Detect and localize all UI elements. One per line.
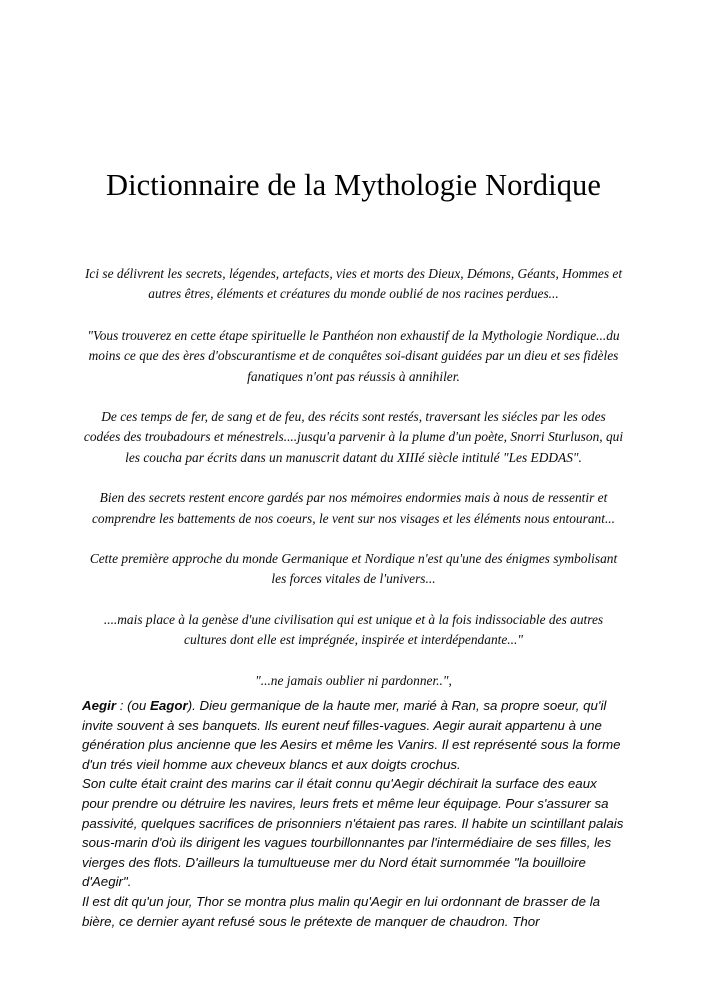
entry-headword-separator: : (ou [116, 698, 150, 713]
dictionary-entry-aegir [82, 696, 624, 931]
entry-alternate-headword: Eagor [150, 698, 188, 713]
preface-paragraph-2: "Vous trouverez en cette étape spirituelle le Panthéon non exhaustif de la Mythologie Nordique...du moins ce que des ères d'obscurantisme et de conquêtes soi-disant guidées par un dieu et ses fidèles fanatiques n'ont pas réussis à annihiler. [87, 327, 620, 384]
preface-paragraph-5: Cette première approche du monde Germanique et Nordique n'est qu'une des énigmes symbolisant les forces vitales de l'univers... [89, 551, 618, 587]
preface-paragraph-1: Ici se délivrent les secrets, légendes, artefacts, vies et morts des Dieux, Démons, Géants, Hommes et autres êtres, éléments et créatures du monde oublié de nos racines perdues... [84, 266, 623, 302]
preface-paragraph-6: ....mais place à la genèse d'une civilisation qui est unique et à la fois indissociable des autres cultures dont elle est imprégnée, inspirée et interdépendante..." [103, 611, 604, 648]
preface-block [83, 264, 624, 691]
preface-paragraph-4: Bien des secrets restent encore gardés par nos mémoires endormies mais à nous de ressentir et comprendre les battements de nos coeurs, le vent sur nos visages et les éléments nous entourant... [91, 490, 615, 526]
preface-paragraph-3: De ces temps de fer, de sang et de feu, des récits sont restés, traversant les siécles par les odes codées des troubadours et ménestrels....jusqu'a parvenir à la plume d'un poète, Snorri Sturluson, qui les coucha par écrits dans un manuscrit datant du XIIIé siècle intitulé "Les EDDAS". [83, 409, 624, 465]
entry-definition-paragraph-3: Il est dit qu'un jour, Thor se montra plus malin qu'Aegir en lui ordonnant de brasser de la bière, ce dernier ayant refusé sous le prétexte de manquer de chaudron. Thor [82, 893, 601, 929]
entry-definition-paragraph-2: Son culte était craint des marins car il était connu qu'Aegir déchirait la surface des eaux pour prendre ou détruire les navires, leurs frets et même leur équipage. Pour s'assurer sa passivité, quelques sacrifices de prisonniers n'étaient pas rares. Il habite un scintillant palais sous-marin d'où ils dirigent les vagues tourbillonnantes par l'intermédiaire de ses filles, les vierges des flots. D'ailleurs la tumultueuse mer du Nord était surnommée "la bouilloire d'Aegir". [82, 776, 624, 890]
entry-headword: Aegir [82, 698, 116, 713]
page-title: Dictionnaire de la Mythologie Nordique [105, 168, 602, 203]
entry-definition-text: ). Dieu germanique de la haute mer, marié à Ran, sa propre soeur, qu'il invite souvent à ses banquets. Ils eurent neuf filles-vagues. Aegir aurait appartenu à une génération plus ancienne que les Aesirs et même les Vanirs. Il est représenté sous la forme d'un trés vieil homme aux cheveux blancs et aux doigts crochus. [82, 698, 621, 772]
entry-definition-paragraph-1 [82, 696, 624, 774]
preface-paragraph-7: "...ne jamais oublier ni pardonner..", [255, 672, 452, 688]
